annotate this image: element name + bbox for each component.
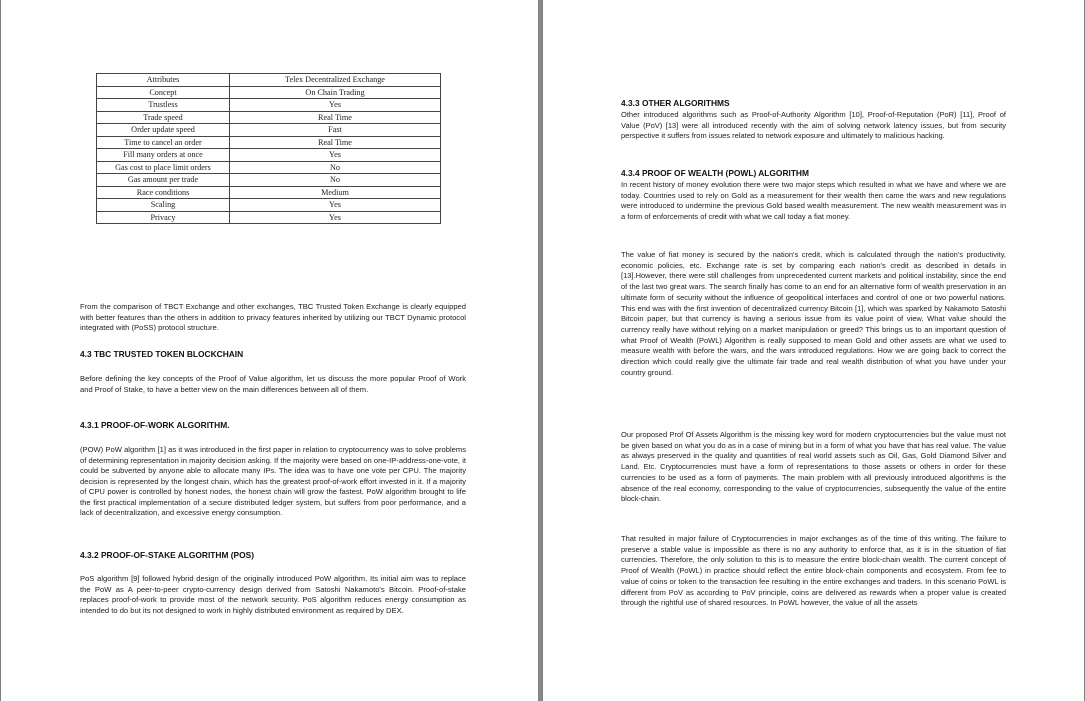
- table-cell: No: [230, 174, 441, 187]
- table-header-exchange: Telex Decentralized Exchange: [230, 74, 441, 87]
- table-row: [97, 124, 441, 137]
- table-row: [97, 186, 441, 199]
- heading-4-3-4: 4.3.4 PROOF OF WEALTH (POWL) ALGORITHM: [621, 168, 809, 178]
- document-page-right: [543, 0, 1084, 701]
- table-cell: Scaling: [97, 199, 230, 212]
- table-cell: Trade speed: [97, 111, 230, 124]
- paragraph-4-3-4-d: That resulted in major failure of Cryptocurrencies in major exchanges as of the time of this writing. The failure to preserve a stable value is impossible as there is no any authority to enforce that, as it is in the situation of fiat currencies. Therefore, the only solution to this is to measure the entire block-chain wealth. The current concept of Proof of Wealth (PoWL) in practice should reflect the entire block-chain components and ecosystem. From fee to value of coins or token to the transaction fee resulting in the entire exchanges and traders. In this scenario PoWL is different from PoV as according to PoV principle, coins are delivered as rewards when a proper value is created through the rightful use of shared resources. In PoWL however, the value of all the assets: [621, 534, 1006, 608]
- table-row: [97, 111, 441, 124]
- table-cell: Yes: [230, 99, 441, 112]
- heading-4-3-1: 4.3.1 PROOF-OF-WORK ALGORITHM.: [80, 420, 230, 430]
- heading-4-3-3: 4.3.3 OTHER ALGORITHMS: [621, 98, 730, 108]
- table-cell: On Chain Trading: [230, 86, 441, 99]
- table-cell: Concept: [97, 86, 230, 99]
- table-header-attributes: Attributes: [97, 74, 230, 87]
- table-cell: Fast: [230, 124, 441, 137]
- table-cell: Yes: [230, 149, 441, 162]
- table-cell: Yes: [230, 211, 441, 224]
- table-row: [97, 199, 441, 212]
- comparison-table: [96, 73, 441, 224]
- table-cell: Real Time: [230, 136, 441, 149]
- paragraph-comparison: From the comparison of TBCT Exchange and other exchanges, TBC Trusted Token Exchange is clearly equipped with better features than the others in addition to privacy features inherited by utilizing our TBCT Dynamic protocol integrated with (PoSS) protocol structure.: [80, 302, 466, 333]
- table-cell: Privacy: [97, 211, 230, 224]
- table-row: [97, 99, 441, 112]
- paragraph-4-3-4-b: The value of fiat money is secured by the nation's credit, which is calculated through the nation's productivity, economic policies, etc. Exchange rate is set by comparing each nation's credit as described in details in [13].However, there were still challenges from unprecedented current markets and political instability, since the end of the last two great wars. The search finally has come to an end for an alternative form of wealth preservation in an ultimate form of security without the influence of geopolitical interfaces and control of one or two powerful nations. This end was with the first invention of decentralized currency Bitcoin [1], which was sparked by Nakamoto Satoshi Bitcoin paper, but that currency is having a serious issue from its value point of view. What value should the currency really have without relying on a market manipulation or greed? This brings us to an important question of what Proof of Wealth (PoWL) Algorithm is really supposed to mean Gold and other assets are what we used to measure wealth with before the wars, and the wars introduced regulations. How we are going back to correct the direction which could really give the ultimate fair trade and real wealth distribution of what you have under your country ground.: [621, 250, 1006, 377]
- paragraph-4-3: Before defining the key concepts of the Proof of Value algorithm, let us discuss the more popular Proof of Work and Proof of Stake, to have a better view on the main differences between all of them.: [80, 374, 466, 394]
- table-cell: Yes: [230, 199, 441, 212]
- table-cell: Fill many orders at once: [97, 149, 230, 162]
- document-page-left: [1, 0, 538, 701]
- table-cell: Race conditions: [97, 186, 230, 199]
- table-row: [97, 149, 441, 162]
- table-cell: Gas cost to place limit orders: [97, 161, 230, 174]
- heading-4-3: 4.3 TBC TRUSTED TOKEN BLOCKCHAIN: [80, 349, 244, 359]
- table-row: [97, 86, 441, 99]
- table-row: [97, 174, 441, 187]
- table-cell: Medium: [230, 186, 441, 199]
- table-cell: Gas amount per trade: [97, 174, 230, 187]
- table-cell: No: [230, 161, 441, 174]
- heading-4-3-2: 4.3.2 PROOF-OF-STAKE ALGORITHM (POS): [80, 550, 255, 560]
- table-cell: Time to cancel an order: [97, 136, 230, 149]
- table-row: [97, 161, 441, 174]
- paragraph-4-3-2: PoS algorithm [9] followed hybrid design of the originally introduced PoW algorithm. Its initial aim was to replace the PoW as A peer-to-peer crypto-currency design derived from Satoshi Nakamoto's Bitcoin. Proof-of-stake replaces proof-of-work to provide most of the network security. PoS algorithm reduces energy consumption as intended to do but its not designed to work in highly distributed environment as required by DEX.: [80, 574, 466, 615]
- table-row: [97, 211, 441, 224]
- table-header-row: [97, 74, 441, 87]
- paragraph-4-3-4-c: Our proposed Prof Of Assets Algorithm is the missing key word for modern cryptocurrencies but the value must not be given based on what you do as in a case of mining but in a form of what you have that has real value. The value as always preserved in the quality and quantities of real world assets such as Oil, Gas, Gold Diamond Silver and Land. Etc. Cryptocurrencies must have a form of representations to those assets or others in order for these currencies to be used as a form of payments. The main problem with all previously introduced algorithms is the absence of the real economy, corresponding to the value of cryptocurrencies, subsequently the value of the entire block-chain.: [621, 430, 1006, 504]
- table-cell: Real Time: [230, 111, 441, 124]
- table-cell: Trustless: [97, 99, 230, 112]
- paragraph-4-3-3: Other introduced algorithms such as Proof-of-Authority Algorithm [10], Proof-of-Reputation (PoR) [11], Proof of Value (PoV) [13] were all introduced recently with the aim of solving network latency issues, but from security perspective it suffers from issues related to network exposure and ultimately to malicious hacking.: [621, 110, 1006, 141]
- table-cell: Order update speed: [97, 124, 230, 137]
- paragraph-4-3-4-a: In recent history of money evolution there were two major steps which resulted in what we have and where we are today. Countries used to rely on Gold as a measurement for their wealth then came the wars and new regulations were introduced to undermine the previous Gold based wealth measurement. The new wealth measurement was in a form of enforcements of credit with what we call today a fiat money.: [621, 180, 1006, 222]
- table-row: [97, 136, 441, 149]
- paragraph-4-3-1: (POW) PoW algorithm [1] as it was introduced in the first paper in relation to cryptocurrency was to solve problems of determining representation in majority decision asking. If the majority were based on one-IP-address-one-vote, it could be subverted by anyone able to allocate many IPs. The idea was to have one vote per CPU. The majority decision is represented by the longest chain, which has the greatest proof-of-work effort invested in it. If a majority of CPU power is controlled by honest nodes, the honest chain will grow the fastest. PoW algorithm brought to life the first practical implementation of a secure distributed ledger system, but suffers from poor performance, and a lack of decentralization, and excessive energy consumption.: [80, 445, 466, 518]
